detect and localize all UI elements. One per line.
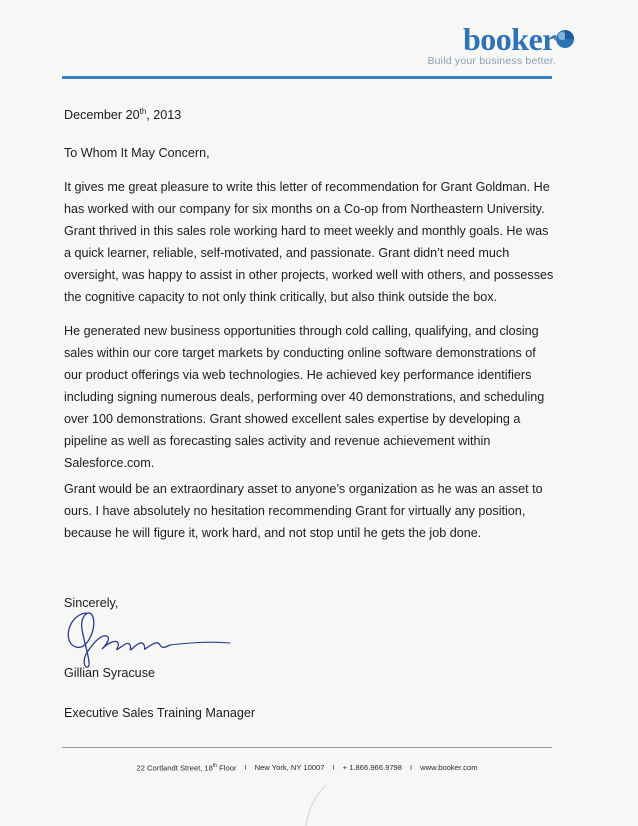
closing: Sincerely, xyxy=(64,596,119,610)
footer-separator: I xyxy=(332,763,335,773)
footer-contact xyxy=(62,763,552,773)
logo-tagline: Build your business better. xyxy=(427,55,556,67)
company-logo xyxy=(427,22,556,67)
paragraph-1: It gives me great pleasure to write this letter of recommendation for Grant Goldman. He has worked with our company for six months on a Co-op from Northeastern University. Grant thrived in this sales role working hard to meet weekly and monthly goals. He was a quick learner, reliable, self-motivated, and passionate. Grant didn’t need much oversight, was happy to assist in other projects, worked well with others, and possesses the cognitive capacity to not only think critically, but also think outside the box. xyxy=(64,180,554,304)
scan-artifact-line xyxy=(300,785,330,826)
signer-title: Executive Sales Training Manager xyxy=(64,706,256,720)
footer-address: 22 Cortlandt Street, 18th Floor xyxy=(136,763,237,773)
footer-separator: I xyxy=(244,763,247,773)
paragraph-3: Grant would be an extraordinary asset to anyone’s organization as he was an asset to ours. I have absolutely no hesitation recommending Grant for virtually any position, because he will figure it, work hard, and not stop until he gets the job done. xyxy=(64,482,543,540)
logo-circle-icon xyxy=(554,28,576,50)
handwritten-signature xyxy=(58,603,243,671)
footer-separator: I xyxy=(410,763,413,773)
footer-divider xyxy=(62,747,552,748)
footer-website[interactable]: www.booker.com xyxy=(420,763,478,773)
letter-date: December 20th, 2013 xyxy=(64,106,182,122)
signer-name: Gillian Syracuse xyxy=(64,666,155,680)
header-divider xyxy=(62,76,552,79)
footer-phone: + 1.866.966.9798 xyxy=(342,763,402,773)
salutation: To Whom It May Concern, xyxy=(64,146,210,160)
paragraph-2: He generated new business opportunities through cold calling, qualifying, and closing sales within our core target markets by conducting online software demonstrations of our product offerings via web technologies. He achieved key performance identifiers including signing numerous deals, performing over 40 demonstrations, and scheduling over 100 demonstrations. Grant showed excellent sales expertise by developing a pipeline as well as forecasting sales activity and revenue achievement within Salesforce.com. xyxy=(64,324,545,470)
footer-city: New York, NY 10007 xyxy=(254,763,325,773)
logo-wordmark: booker xyxy=(463,21,556,57)
